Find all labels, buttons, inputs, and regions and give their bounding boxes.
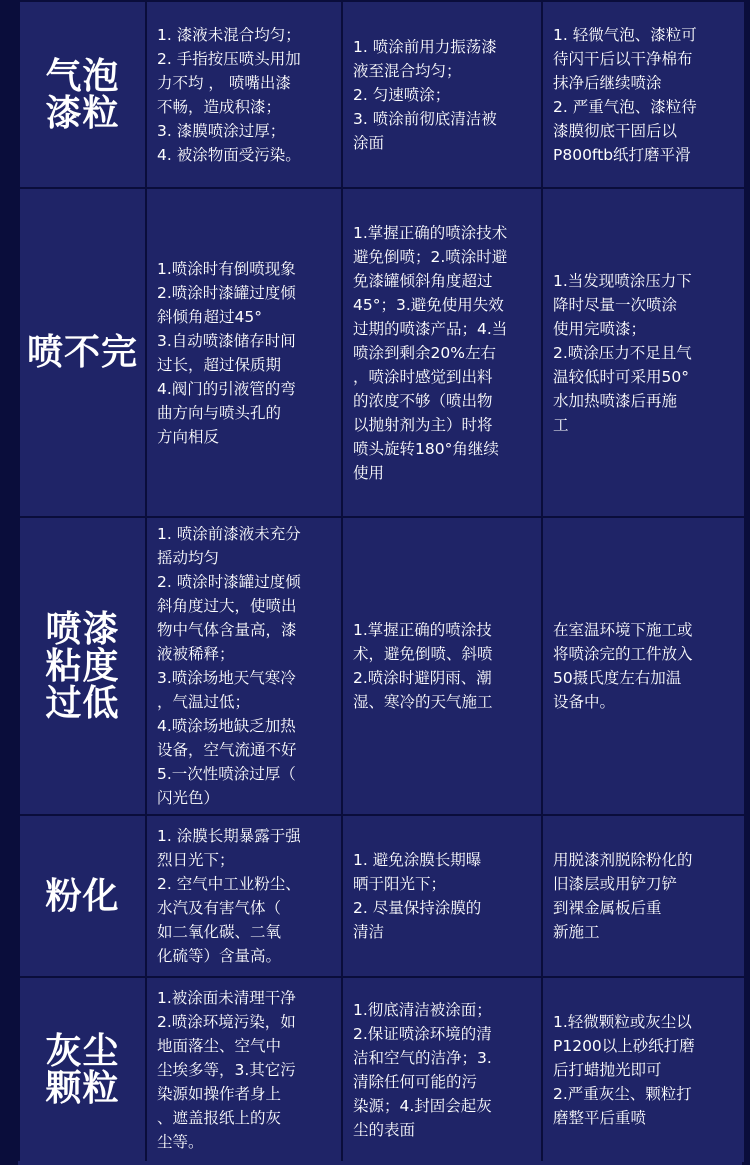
prevention-cell bbox=[342, 1, 542, 188]
cell-line: 喷漆 bbox=[45, 608, 120, 650]
cell-line: 3. 喷涂前彻底清洁被 bbox=[353, 109, 497, 128]
cell-line: 3.自动喷漆储存时间 bbox=[157, 331, 296, 350]
cell-line: 1.当发现喷涂压力下 bbox=[553, 271, 692, 290]
cell-line: 力不均 ， 喷嘴出漆 bbox=[157, 73, 291, 92]
cell-line: 2.喷涂压力不足且气 bbox=[553, 343, 692, 362]
cell-line: 2.严重灰尘、颗粒打 bbox=[553, 1085, 692, 1103]
cell-line: 如二氧化碳、二氧 bbox=[157, 923, 282, 941]
cell-line: 设备，空气流通不好 bbox=[157, 741, 297, 759]
cell-line: 50摄氏度左右加温 bbox=[553, 669, 682, 687]
cell-line: 2. 喷涂时漆罐过度倾 bbox=[157, 573, 301, 591]
cell-line: 在室温环境下施工或 bbox=[553, 621, 693, 639]
cell-line: 化硫等）含量高。 bbox=[157, 947, 282, 965]
cell-line: 喷不完 bbox=[26, 332, 138, 373]
cell-line: 喷头旋转180°角继续 bbox=[353, 439, 499, 458]
cell-line: 不畅，造成积漆； bbox=[157, 97, 282, 116]
prevention-cell bbox=[342, 517, 542, 815]
defect-table bbox=[18, 0, 746, 1164]
cell-line: 2. 严重气泡、漆粒待 bbox=[553, 97, 697, 116]
cell-line: 旧漆层或用铲刀铲 bbox=[553, 875, 678, 893]
cell-line: 4.喷涂场地缺乏加热 bbox=[157, 717, 296, 735]
cell-line: 4. 被涂物面受污染。 bbox=[157, 145, 301, 164]
bottom-strip bbox=[18, 1161, 742, 1165]
cell-line: 5.一次性喷涂过厚（ bbox=[157, 765, 296, 783]
cell-line: 1. 喷涂前用力振荡漆 bbox=[353, 37, 497, 56]
cell-line: 湿、寒冷的天气施工 bbox=[353, 693, 493, 711]
cell-line: 尘等。 bbox=[157, 1133, 204, 1151]
cell-line: 洁和空气的洁净；3. bbox=[353, 1049, 492, 1067]
cell-line: 灰尘 bbox=[45, 1031, 120, 1072]
cell-line: 避免倒喷；2.喷涂时避 bbox=[353, 247, 508, 266]
cell-line: 使用 bbox=[353, 463, 385, 482]
cell-line: 1.轻微颗粒或灰尘以 bbox=[553, 1013, 692, 1031]
cell-line: 后打蜡抛光即可 bbox=[553, 1061, 662, 1079]
cell-line: 方向相反 bbox=[157, 427, 220, 446]
cell-line: 1. 喷涂前漆液未充分 bbox=[157, 525, 301, 543]
table-row bbox=[19, 977, 745, 1163]
table-row bbox=[19, 517, 745, 815]
cell-line: 4.阀门的引液管的弯 bbox=[157, 379, 296, 398]
cell-line: P1200以上砂纸打磨 bbox=[553, 1037, 695, 1055]
cell-line: ，气温过低； bbox=[157, 693, 251, 711]
cell-line: 地面落尘、空气中 bbox=[157, 1037, 282, 1055]
cell-line: 降时尽量一次喷涂 bbox=[553, 295, 678, 314]
cell-line: 尘的表面 bbox=[353, 1121, 416, 1139]
cell-line: 1. 避免涂膜长期曝 bbox=[353, 851, 482, 869]
cell-line: 粉化 bbox=[45, 875, 120, 917]
cell-line: 待闪干后以干净棉布 bbox=[553, 49, 693, 68]
cause-cell bbox=[146, 188, 342, 517]
cell-line: 液被稀释； bbox=[157, 645, 235, 663]
cell-line: 水加热喷漆后再施 bbox=[553, 391, 678, 410]
cell-line: 设备中。 bbox=[553, 693, 616, 711]
cell-line: 2.喷涂环境污染，如 bbox=[157, 1013, 296, 1031]
cell-line: 新施工 bbox=[553, 923, 600, 941]
table-row bbox=[19, 188, 745, 517]
prevention-cell bbox=[342, 815, 542, 977]
defect-name-cell bbox=[19, 517, 146, 815]
defect-name-cell bbox=[19, 1, 146, 188]
cell-line: 过期的喷漆产品；4.当 bbox=[353, 319, 508, 338]
remedy-cell bbox=[542, 815, 745, 977]
cell-line: ，喷涂时感觉到出料 bbox=[353, 367, 493, 386]
cell-line: 2. 手指按压喷头用加 bbox=[157, 49, 301, 68]
cell-line: 气泡 bbox=[45, 55, 120, 97]
prevention-cell bbox=[342, 977, 542, 1163]
defect-name-cell bbox=[19, 977, 146, 1163]
defect-name-cell bbox=[19, 815, 146, 977]
prevention-cell bbox=[342, 188, 542, 517]
cell-line: 到裸金属板后重 bbox=[553, 899, 662, 917]
cell-line: 曲方向与喷头孔的 bbox=[157, 403, 282, 422]
cell-line: 漆膜彻底干固后以 bbox=[553, 121, 678, 140]
cell-line: 晒于阳光下； bbox=[353, 875, 447, 893]
cell-line: 水汽及有害气体（ bbox=[157, 899, 282, 917]
cause-cell bbox=[146, 977, 342, 1163]
cause-cell bbox=[146, 517, 342, 815]
remedy-cell bbox=[542, 977, 745, 1163]
cell-line: 尘埃多等，3.其它污 bbox=[157, 1061, 296, 1079]
remedy-cell bbox=[542, 1, 745, 188]
cause-cell bbox=[146, 1, 342, 188]
cell-line: 2.喷涂时漆罐过度倾 bbox=[157, 283, 296, 302]
defect-table-body bbox=[19, 1, 745, 1163]
cell-line: 术，避免倒喷、斜喷 bbox=[353, 645, 493, 663]
cell-line: 、遮盖报纸上的灰 bbox=[157, 1109, 282, 1127]
cell-line: 1. 涂膜长期暴露于强 bbox=[157, 827, 301, 845]
cell-line: 闪光色） bbox=[157, 789, 220, 807]
remedy-cell bbox=[542, 188, 745, 517]
cell-line: 1. 漆液未混合均匀； bbox=[157, 25, 301, 44]
cell-line: 清洁 bbox=[353, 923, 385, 941]
cell-line: 以抛射剂为主）时将 bbox=[353, 415, 493, 434]
cell-line: 使用完喷漆； bbox=[553, 319, 647, 338]
cell-line: P800ftb纸打磨平滑 bbox=[553, 145, 691, 164]
cell-line: 1.被涂面未清理干净 bbox=[157, 989, 296, 1007]
cell-line: 1.掌握正确的喷涂技术 bbox=[353, 223, 508, 242]
defect-name-cell bbox=[19, 188, 146, 517]
cell-line: 2. 尽量保持涂膜的 bbox=[353, 899, 482, 917]
cell-line: 温较低时可采用50° bbox=[553, 367, 689, 386]
cell-line: 1.喷涂时有倒喷现象 bbox=[157, 259, 296, 278]
cell-line: 摇动均匀 bbox=[157, 549, 220, 567]
cell-line: 2. 匀速喷涂； bbox=[353, 85, 451, 104]
cell-line: 染源如操作者身上 bbox=[157, 1085, 282, 1103]
table-row bbox=[19, 1, 745, 188]
cell-line: 液至混合均匀； bbox=[353, 61, 462, 80]
cell-line: 涂面 bbox=[353, 133, 385, 152]
cell-line: 3.喷涂场地天气寒冷 bbox=[157, 669, 296, 687]
cell-line: 免漆罐倾斜角度超过 bbox=[353, 271, 493, 290]
cell-line: 1.掌握正确的喷涂技 bbox=[353, 621, 492, 639]
cell-line: 斜倾角超过45° bbox=[157, 307, 262, 326]
cell-line: 斜角度过大，使喷出 bbox=[157, 597, 297, 615]
cell-line: 2. 空气中工业粉尘、 bbox=[157, 875, 301, 893]
cell-line: 1.彻底清洁被涂面； bbox=[353, 1001, 492, 1019]
table-row bbox=[19, 815, 745, 977]
cell-line: 过低 bbox=[45, 682, 120, 724]
cell-line: 粘度 bbox=[45, 645, 120, 687]
cell-line: 磨整平后重喷 bbox=[553, 1109, 647, 1127]
cell-line: 1. 轻微气泡、漆粒可 bbox=[553, 25, 697, 44]
cause-cell bbox=[146, 815, 342, 977]
cell-line: 过长，超过保质期 bbox=[157, 355, 282, 374]
cell-line: 染源；4.封固会起灰 bbox=[353, 1097, 492, 1115]
cell-line: 3. 漆膜喷涂过厚； bbox=[157, 121, 286, 140]
cell-line: 清除任何可能的污 bbox=[353, 1073, 478, 1091]
cell-line: 抹净后继续喷涂 bbox=[553, 73, 662, 92]
cell-line: 工 bbox=[553, 415, 569, 434]
cell-line: 45°；3.避免使用失效 bbox=[353, 295, 504, 314]
cell-line: 2.保证喷涂环境的清 bbox=[353, 1025, 492, 1043]
cell-line: 2.喷涂时避阴雨、潮 bbox=[353, 669, 492, 687]
cell-line: 烈日光下； bbox=[157, 851, 235, 869]
remedy-cell bbox=[542, 517, 745, 815]
cell-line: 的浓度不够（喷出物 bbox=[353, 391, 493, 410]
cell-line: 用脱漆剂脱除粉化的 bbox=[553, 851, 693, 869]
cell-line: 将喷涂完的工件放入 bbox=[553, 645, 693, 663]
cell-line: 喷涂到剩余20%左右 bbox=[353, 343, 496, 362]
cell-line: 漆粒 bbox=[45, 92, 120, 134]
cell-line: 物中气体含量高，漆 bbox=[157, 621, 297, 639]
cell-line: 颗粒 bbox=[45, 1068, 120, 1109]
